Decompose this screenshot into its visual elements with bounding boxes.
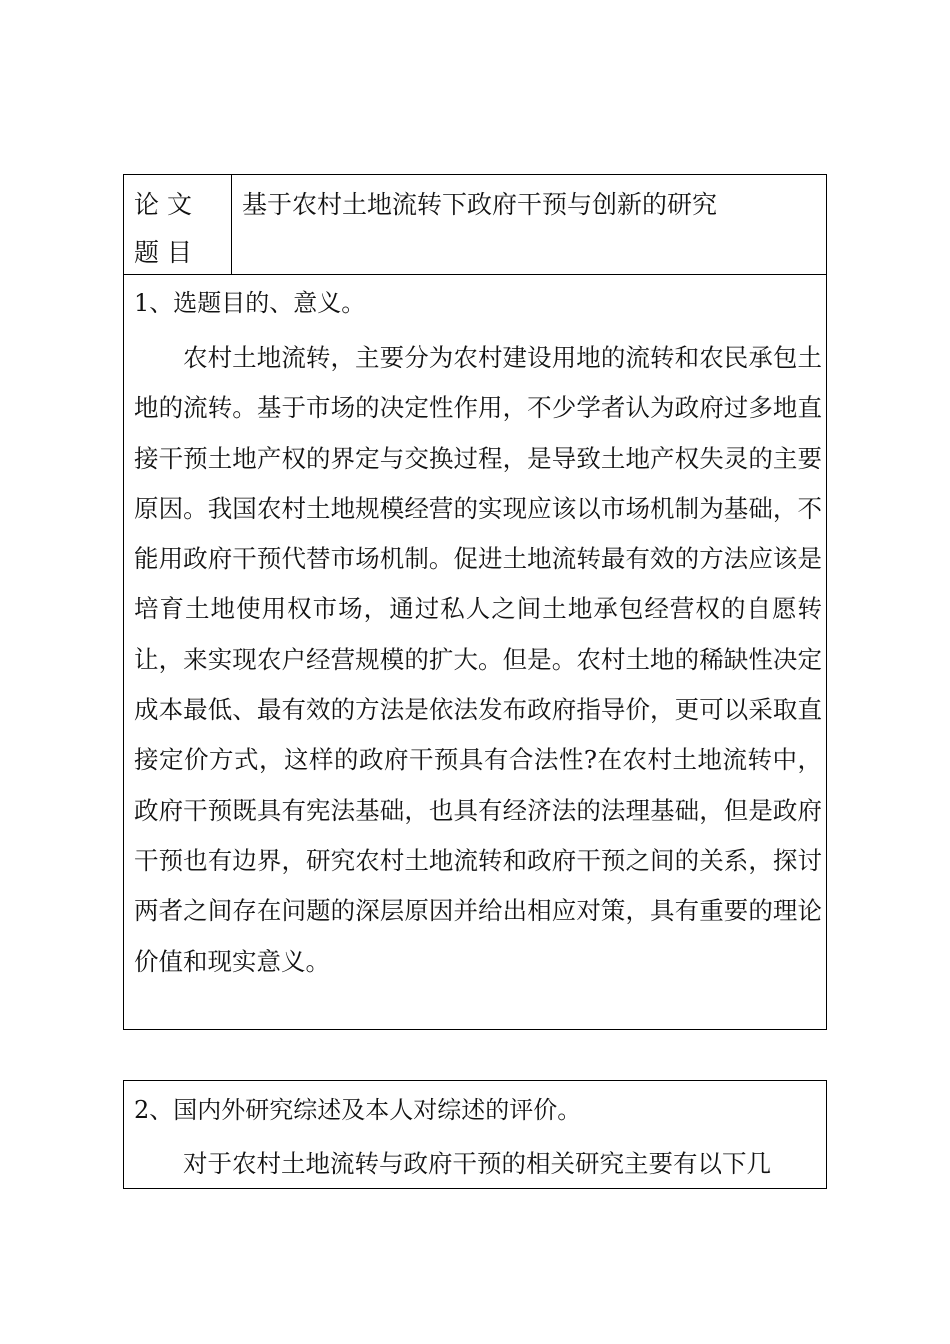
section-2-heading: 2、国内外研究综述及本人对综述的评价。 xyxy=(134,1096,582,1124)
section-2-body: 对于农村土地流转与政府干预的相关研究主要有以下几 xyxy=(183,1149,771,1178)
thesis-title-row xyxy=(124,175,826,275)
section-1-body: 农村土地流转，主要分为农村建设用地的流转和农民承包土地的流转。基于市场的决定性作用，不少学者认为政府过多地直接干预土地产权的界定与交换过程，是导致土地产权失灵的主要原因。我国农村土地规模经营的实现应该以市场机制为基础，不能用政府干预代替市场机制。促进土地流转最有效的方法应该是培育土地使用权市场，通过私人之间土地承包经营权的自愿转让，来实现农户经营规模的扩大。但是。农村土地的稀缺性决定成本最低、最有效的方法是依法发布政府指导价，更可以采取直接定价方式，这样的政府干预具有合法性?在农村土地流转中，政府干预既具有宪法基础，也具有经济法的法理基础，但是政府干预也有边界，研究农村土地流转和政府干预之间的关系，探讨两者之间存在问题的深层原因并给出相应对策，具有重要的理论价值和现实意义。 xyxy=(134,343,822,976)
section-1-heading: 1、选题目的、意义。 xyxy=(134,289,366,317)
proposal-table-2 xyxy=(123,1080,827,1189)
thesis-title-label: 论文题目 xyxy=(134,190,201,267)
proposal-table-1 xyxy=(123,174,827,1030)
thesis-title-value: 基于农村土地流转下政府干预与创新的研究 xyxy=(242,190,718,219)
thesis-title-label-cell xyxy=(124,175,232,274)
